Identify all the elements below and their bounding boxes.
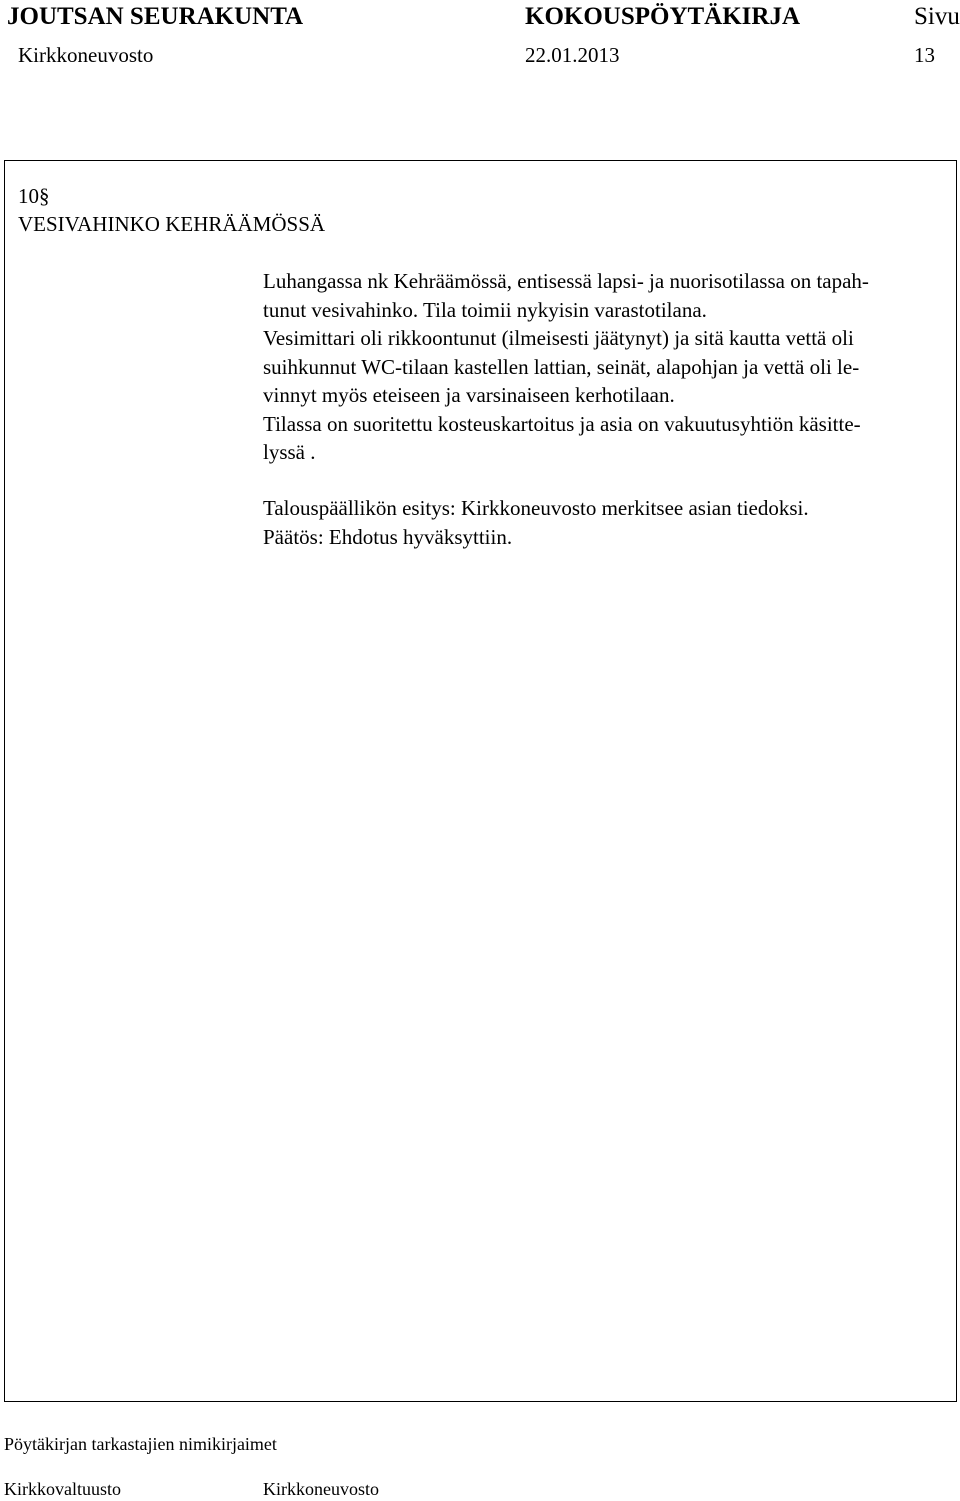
governing-body: Kirkkoneuvosto [18, 43, 154, 67]
paragraph-line: tunut vesivahinko. Tila toimii nykyisin varastotilana. [263, 297, 707, 322]
footer-left-body: Kirkkovaltuusto [4, 1479, 121, 1499]
paragraph-line: Luhangassa nk Kehräämössä, entisessä lapsi- ja nuorisotilassa on tapah- [263, 269, 869, 293]
page-number: 13 [914, 43, 935, 67]
proposal-line: Talouspäällikön esitys: Kirkkoneuvosto merkitsee asian tiedoksi. [263, 496, 809, 520]
footer-right-body: Kirkkoneuvosto [263, 1479, 379, 1499]
paragraph-line: Vesimittari oli rikkoontunut (ilmeisesti jäätynyt) ja sitä kautta vettä oli [263, 326, 854, 350]
section-body-paragraph [263, 267, 953, 467]
paragraph-line: vinnyt myös eteiseen ja varsinaiseen kerhotilaan. [263, 383, 675, 407]
organization-name: JOUTSAN SEURAKUNTA [7, 3, 304, 30]
section-title: VESIVAHINKO KEHRÄÄMÖSSÄ [18, 212, 326, 236]
document-type: KOKOUSPÖYTÄKIRJA [525, 3, 801, 30]
signatures-label: Pöytäkirjan tarkastajien nimikirjaimet [4, 1434, 277, 1454]
meeting-date: 22.01.2013 [525, 43, 620, 67]
decision-paragraph [263, 494, 953, 551]
paragraph-line: suihkunnut WC-tilaan kastellen lattian, seinät, alapohjan ja vettä oli le- [263, 354, 860, 379]
section-number: 10§ [18, 184, 50, 208]
decision-line: Päätös: Ehdotus hyväksyttiin. [263, 524, 513, 549]
paragraph-line: Tilassa on suoritettu kosteuskartoitus ja asia on vakuutusyhtiön käsitte- [263, 411, 861, 436]
paragraph-line: lyssä . [263, 440, 316, 464]
page-label: Sivu [914, 3, 960, 30]
